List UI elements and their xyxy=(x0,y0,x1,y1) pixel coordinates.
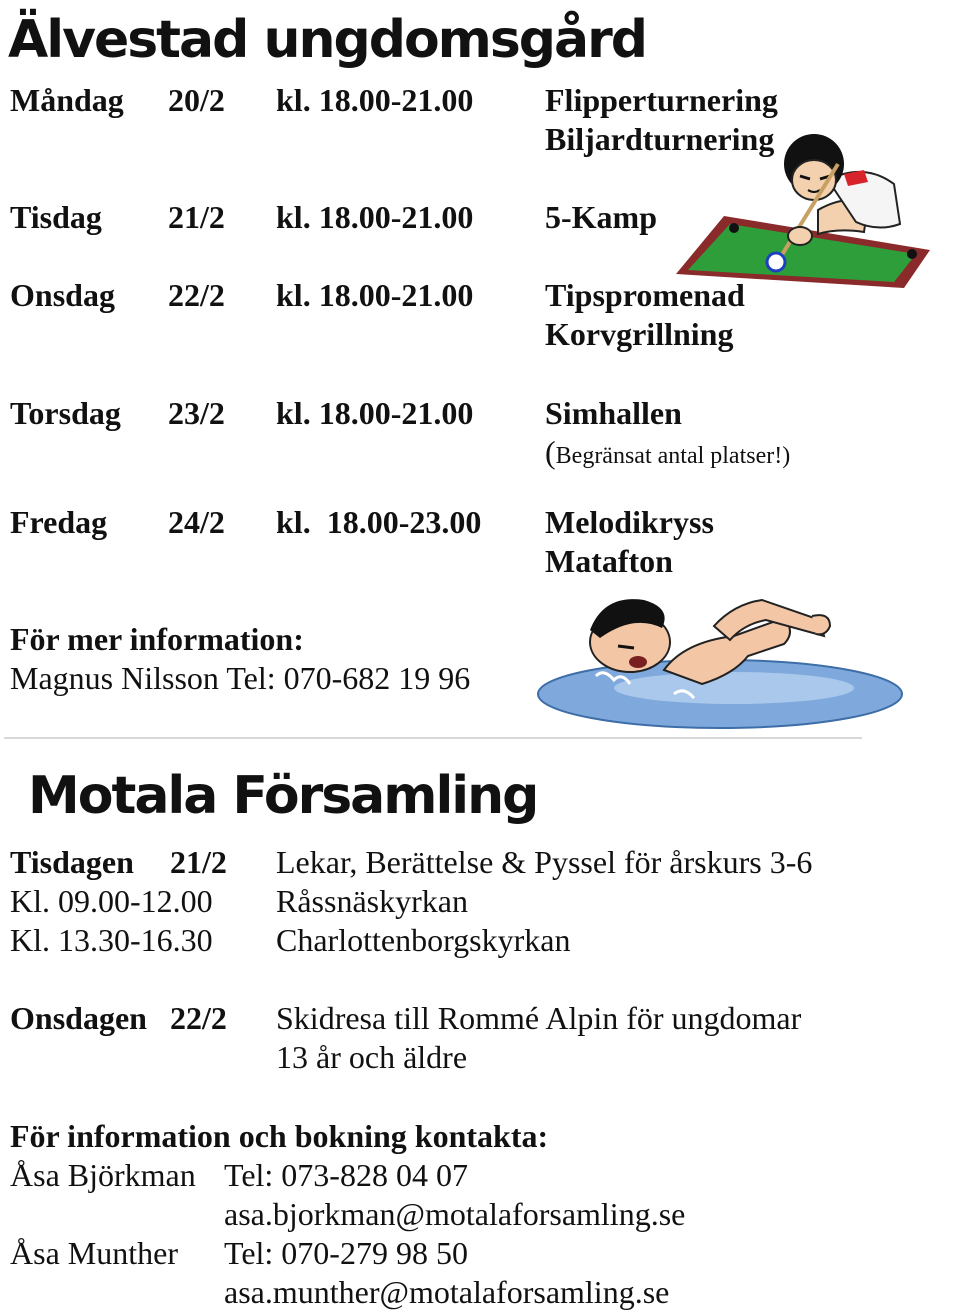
schedule-time: kl. 18.00-21.00 xyxy=(276,82,474,118)
contact-name: Åsa Björkman xyxy=(10,1157,196,1193)
schedule-date: 20/2 xyxy=(168,82,225,118)
schedule-activity: Korvgrillning xyxy=(545,316,734,352)
schedule-day: Fredag xyxy=(10,504,108,540)
schedule-time: kl. 18.00-21.00 xyxy=(276,199,474,235)
page-title: Älvestad ungdomsgård xyxy=(8,10,646,70)
contact-heading: För information och bokning kontakta: xyxy=(10,1118,549,1154)
event-place: Råssnäskyrkan xyxy=(276,883,468,919)
schedule-activity: Matafton xyxy=(545,543,673,579)
schedule-date: 22/2 xyxy=(168,277,225,313)
contact-tel: Tel: 070-279 98 50 xyxy=(224,1235,468,1271)
event-date: 22/2 xyxy=(170,1000,227,1036)
event-place: Charlottenborgskyrkan xyxy=(276,922,571,958)
contact-email[interactable]: asa.munther@motalaforsamling.se xyxy=(224,1274,670,1310)
section-divider xyxy=(4,737,862,739)
schedule-date: 24/2 xyxy=(168,504,225,540)
schedule-time: kl. 18.00-21.00 xyxy=(276,395,474,431)
schedule-activity: Simhallen xyxy=(545,395,682,431)
schedule-activity: Tipspromenad xyxy=(545,277,745,313)
schedule-activity: Melodikryss xyxy=(545,504,714,540)
swimmer-icon xyxy=(534,590,906,730)
note-paren-open: ( xyxy=(545,434,556,470)
event-time: Kl. 09.00-12.00 xyxy=(10,883,213,919)
schedule-date: 21/2 xyxy=(168,199,225,235)
contact-tel: Tel: 073-828 04 07 xyxy=(224,1157,468,1193)
note-paren-close: ) xyxy=(782,443,791,469)
schedule-activity: Biljardturnering xyxy=(545,121,775,157)
schedule-day: Torsdag xyxy=(10,395,121,431)
event-activity: 13 år och äldre xyxy=(276,1039,468,1075)
schedule-time: kl. 18.00-23.00 xyxy=(276,504,482,540)
skier-icon xyxy=(620,990,958,1306)
billiards-player-icon xyxy=(668,124,940,290)
schedule-time: kl. 18.00-21.00 xyxy=(276,277,474,313)
contact-name: Åsa Munther xyxy=(10,1235,178,1271)
contact-email[interactable]: asa.bjorkman@motalaforsamling.se xyxy=(224,1196,686,1232)
schedule-note xyxy=(545,436,790,470)
schedule-day: Onsdag xyxy=(10,277,115,313)
schedule-day: Tisdag xyxy=(10,199,102,235)
event-day: Tisdagen xyxy=(10,844,134,880)
note-text: Begränsat antal platser! xyxy=(555,443,783,469)
schedule-activity: 5-Kamp xyxy=(545,199,657,235)
schedule-date: 23/2 xyxy=(168,395,225,431)
schedule-day: Måndag xyxy=(10,82,124,118)
event-date: 21/2 xyxy=(170,844,227,880)
event-activity: Skidresa till Rommé Alpin för ungdomar xyxy=(276,1000,802,1036)
schedule-activity: Flipperturnering xyxy=(545,82,778,118)
event-day: Onsdagen xyxy=(10,1000,147,1036)
event-time: Kl. 13.30-16.30 xyxy=(10,922,213,958)
section-title: Motala Församling xyxy=(28,766,538,826)
info-contact: Magnus Nilsson Tel: 070-682 19 96 xyxy=(10,660,471,696)
event-activity: Lekar, Berättelse & Pyssel för årskurs 3-6 xyxy=(276,844,813,880)
info-heading: För mer information: xyxy=(10,621,304,657)
